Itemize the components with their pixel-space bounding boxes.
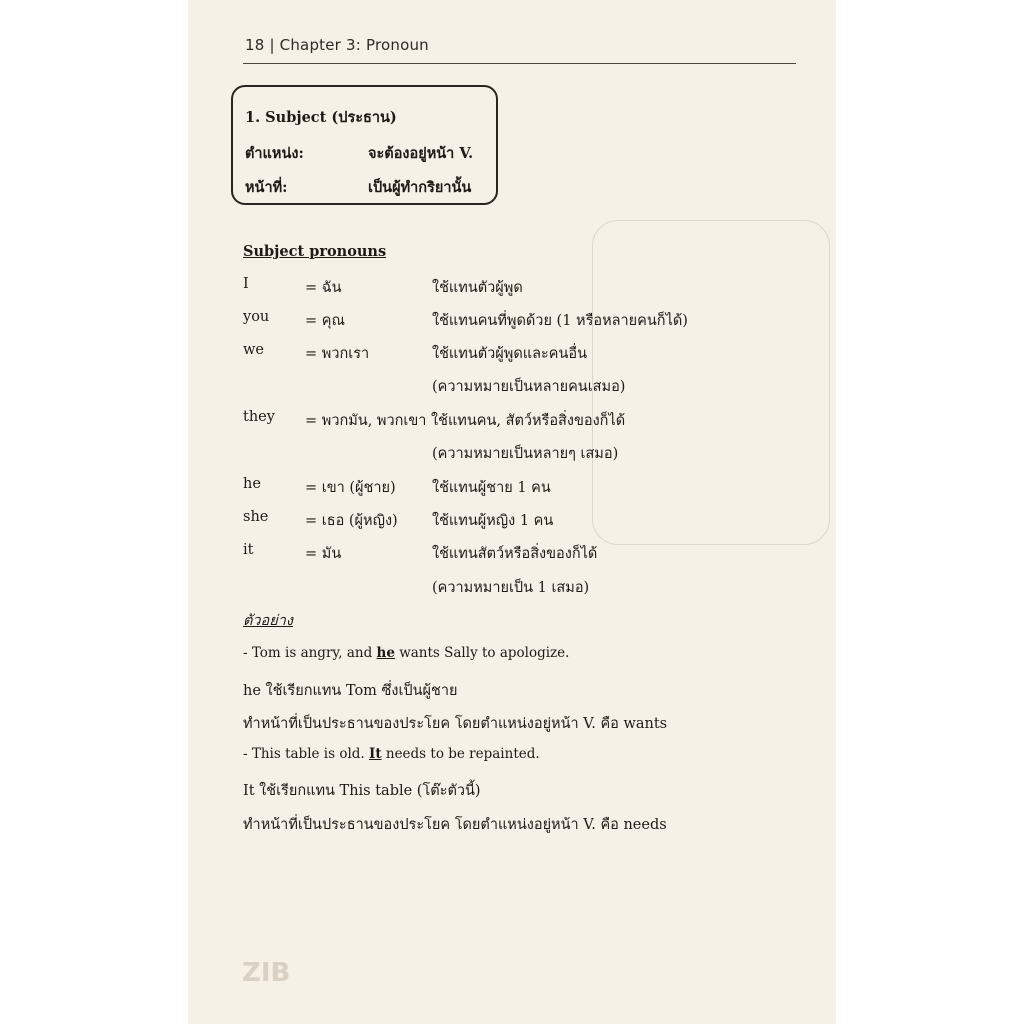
pronoun-meaning: = พวกมัน, พวกเขา ใช้แทนคน, สัตว์หรือสิ่งของก็ได้ [305,413,626,429]
pronoun-meaning: = พวกเรา [305,346,370,362]
header-rule [243,63,796,64]
bleed-through-box [592,220,830,545]
pronoun-meaning: = ฉัน [305,280,342,296]
pronoun-use: ใช้แทนผู้หญิง 1 คน [432,513,554,529]
example-explanation: ทำหน้าที่เป็นประธานของประโยค โดยตำแหน่งอยู่หน้า V. คือ needs [243,817,667,833]
pronoun-use: ใช้แทนตัวผู้พูด [432,280,523,296]
pronoun-meaning: = เขา (ผู้ชาย) [305,480,396,496]
box-row-label: หน้าที่: [245,179,288,196]
example-keyword: It [369,746,382,762]
example-heading: ตัวอย่าง [243,613,293,629]
pronoun-word: it [243,542,254,558]
example-sentence: - This table is old. It needs to be repainted. [243,746,540,762]
box-row-value: จะต้องอยู่หน้า V. [368,145,474,162]
pronoun-note: (ความหมายเป็น 1 เสมอ) [432,580,590,596]
pronoun-use: ใช้แทนสัตว์หรือสิ่งของก็ได้ [432,546,598,562]
example-explanation: ทำหน้าที่เป็นประธานของประโยค โดยตำแหน่งอยู่หน้า V. คือ wants [243,716,668,732]
pronoun-meaning: = คุณ [305,313,345,329]
pronoun-meaning: = มัน [305,546,342,562]
pronoun-note: (ความหมายเป็นหลายๆ เสมอ) [432,446,619,462]
pronoun-word: you [243,309,270,325]
pronoun-use: ใช้แทนคนที่พูดด้วย (1 หรือหลายคนก็ได้) [432,313,688,329]
example-keyword: he [376,645,395,661]
pronoun-word: we [243,342,264,358]
pronoun-use: ใช้แทนผู้ชาย 1 คน [432,480,551,496]
example-explanation: It ใช้เรียกแทน This table (โต๊ะตัวนี้) [243,783,481,799]
example-sentence: - Tom is angry, and he wants Sally to apologize. [243,645,570,661]
publisher-logo-watermark: ZIB [242,958,291,988]
pronoun-word: I [243,276,249,292]
pronoun-use: ใช้แทนตัวผู้พูดและคนอื่น [432,346,588,362]
running-header: 18 | Chapter 3: Pronoun [245,36,429,54]
pronoun-word: he [243,476,261,492]
box-row-label: ตำแหน่ง: [245,145,304,162]
pronoun-word: she [243,509,269,525]
box-heading: 1. Subject (ประธาน) [245,109,397,126]
section-title: Subject pronouns [243,243,387,260]
pronoun-note: (ความหมายเป็นหลายคนเสมอ) [432,379,626,395]
box-row-value: เป็นผู้ทำกริยานั้น [368,179,472,196]
pronoun-meaning: = เธอ (ผู้หญิง) [305,513,398,529]
pronoun-word: they [243,409,275,425]
example-explanation: he ใช้เรียกแทน Tom ซึ่งเป็นผู้ชาย [243,683,458,699]
